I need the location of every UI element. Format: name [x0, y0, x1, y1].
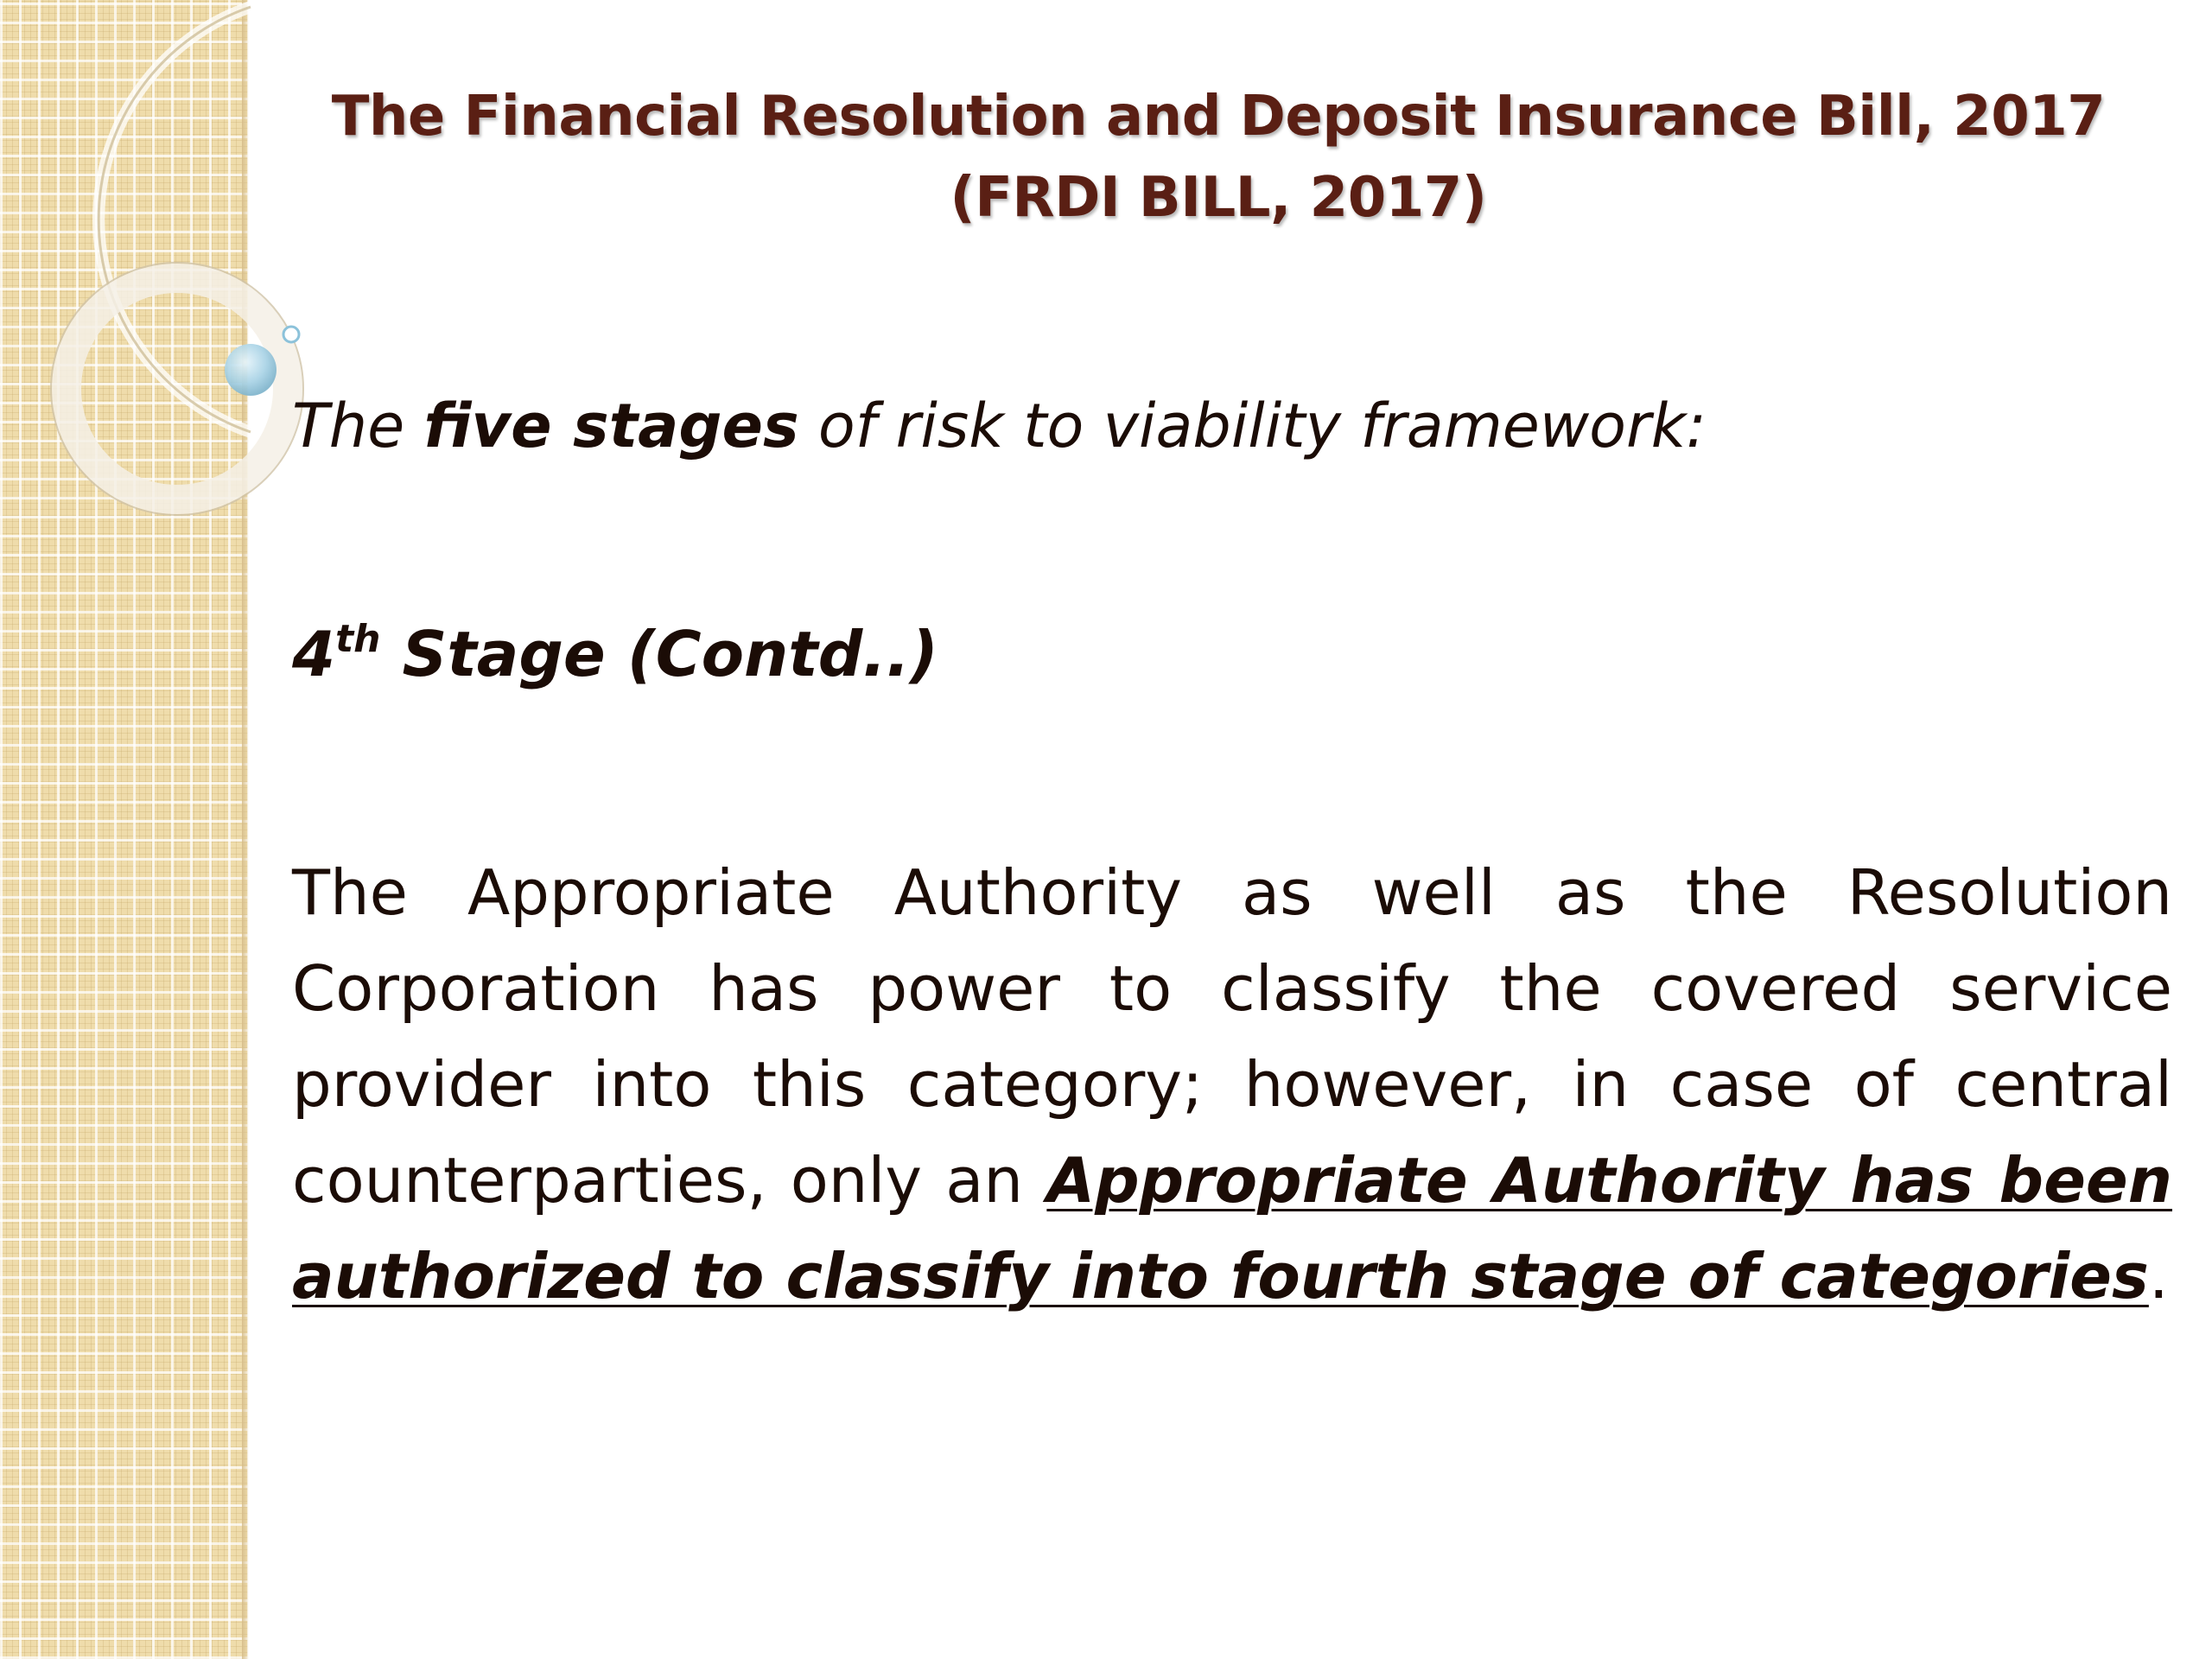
- title-line-1: The Financial Resolution and Deposit Insurance Bill, 2017: [331, 85, 2106, 149]
- stage-ordinal-suffix: th: [335, 617, 381, 661]
- body-paragraph: [292, 845, 2172, 1325]
- stage-heading: [292, 615, 2172, 693]
- framework-intro: [292, 387, 2172, 465]
- stage-number: 4: [292, 618, 336, 690]
- intro-bold-text: five stages: [423, 391, 799, 461]
- decorative-small-bubble: [283, 327, 299, 342]
- stage-label: Stage (Contd..): [380, 618, 938, 690]
- body-emphasis: Appropriate Authority has been authorized to classify into fourth stage of categories: [292, 1144, 2172, 1313]
- body-text: The Appropriate Authority as well as the Resolution Corporation has power to classify the covered service provider into this category; however, in case of central counterparties, only an: [292, 856, 2172, 1217]
- decorative-circles: [0, 0, 346, 605]
- slide-title: [328, 76, 2108, 238]
- intro-text-end: of risk to viability framework:: [798, 391, 1707, 461]
- decorative-bubble: [225, 344, 276, 396]
- title-line-2: (FRDI BILL, 2017): [950, 166, 1487, 230]
- body-end: .: [2148, 1240, 2169, 1313]
- intro-text-start: The: [292, 391, 424, 461]
